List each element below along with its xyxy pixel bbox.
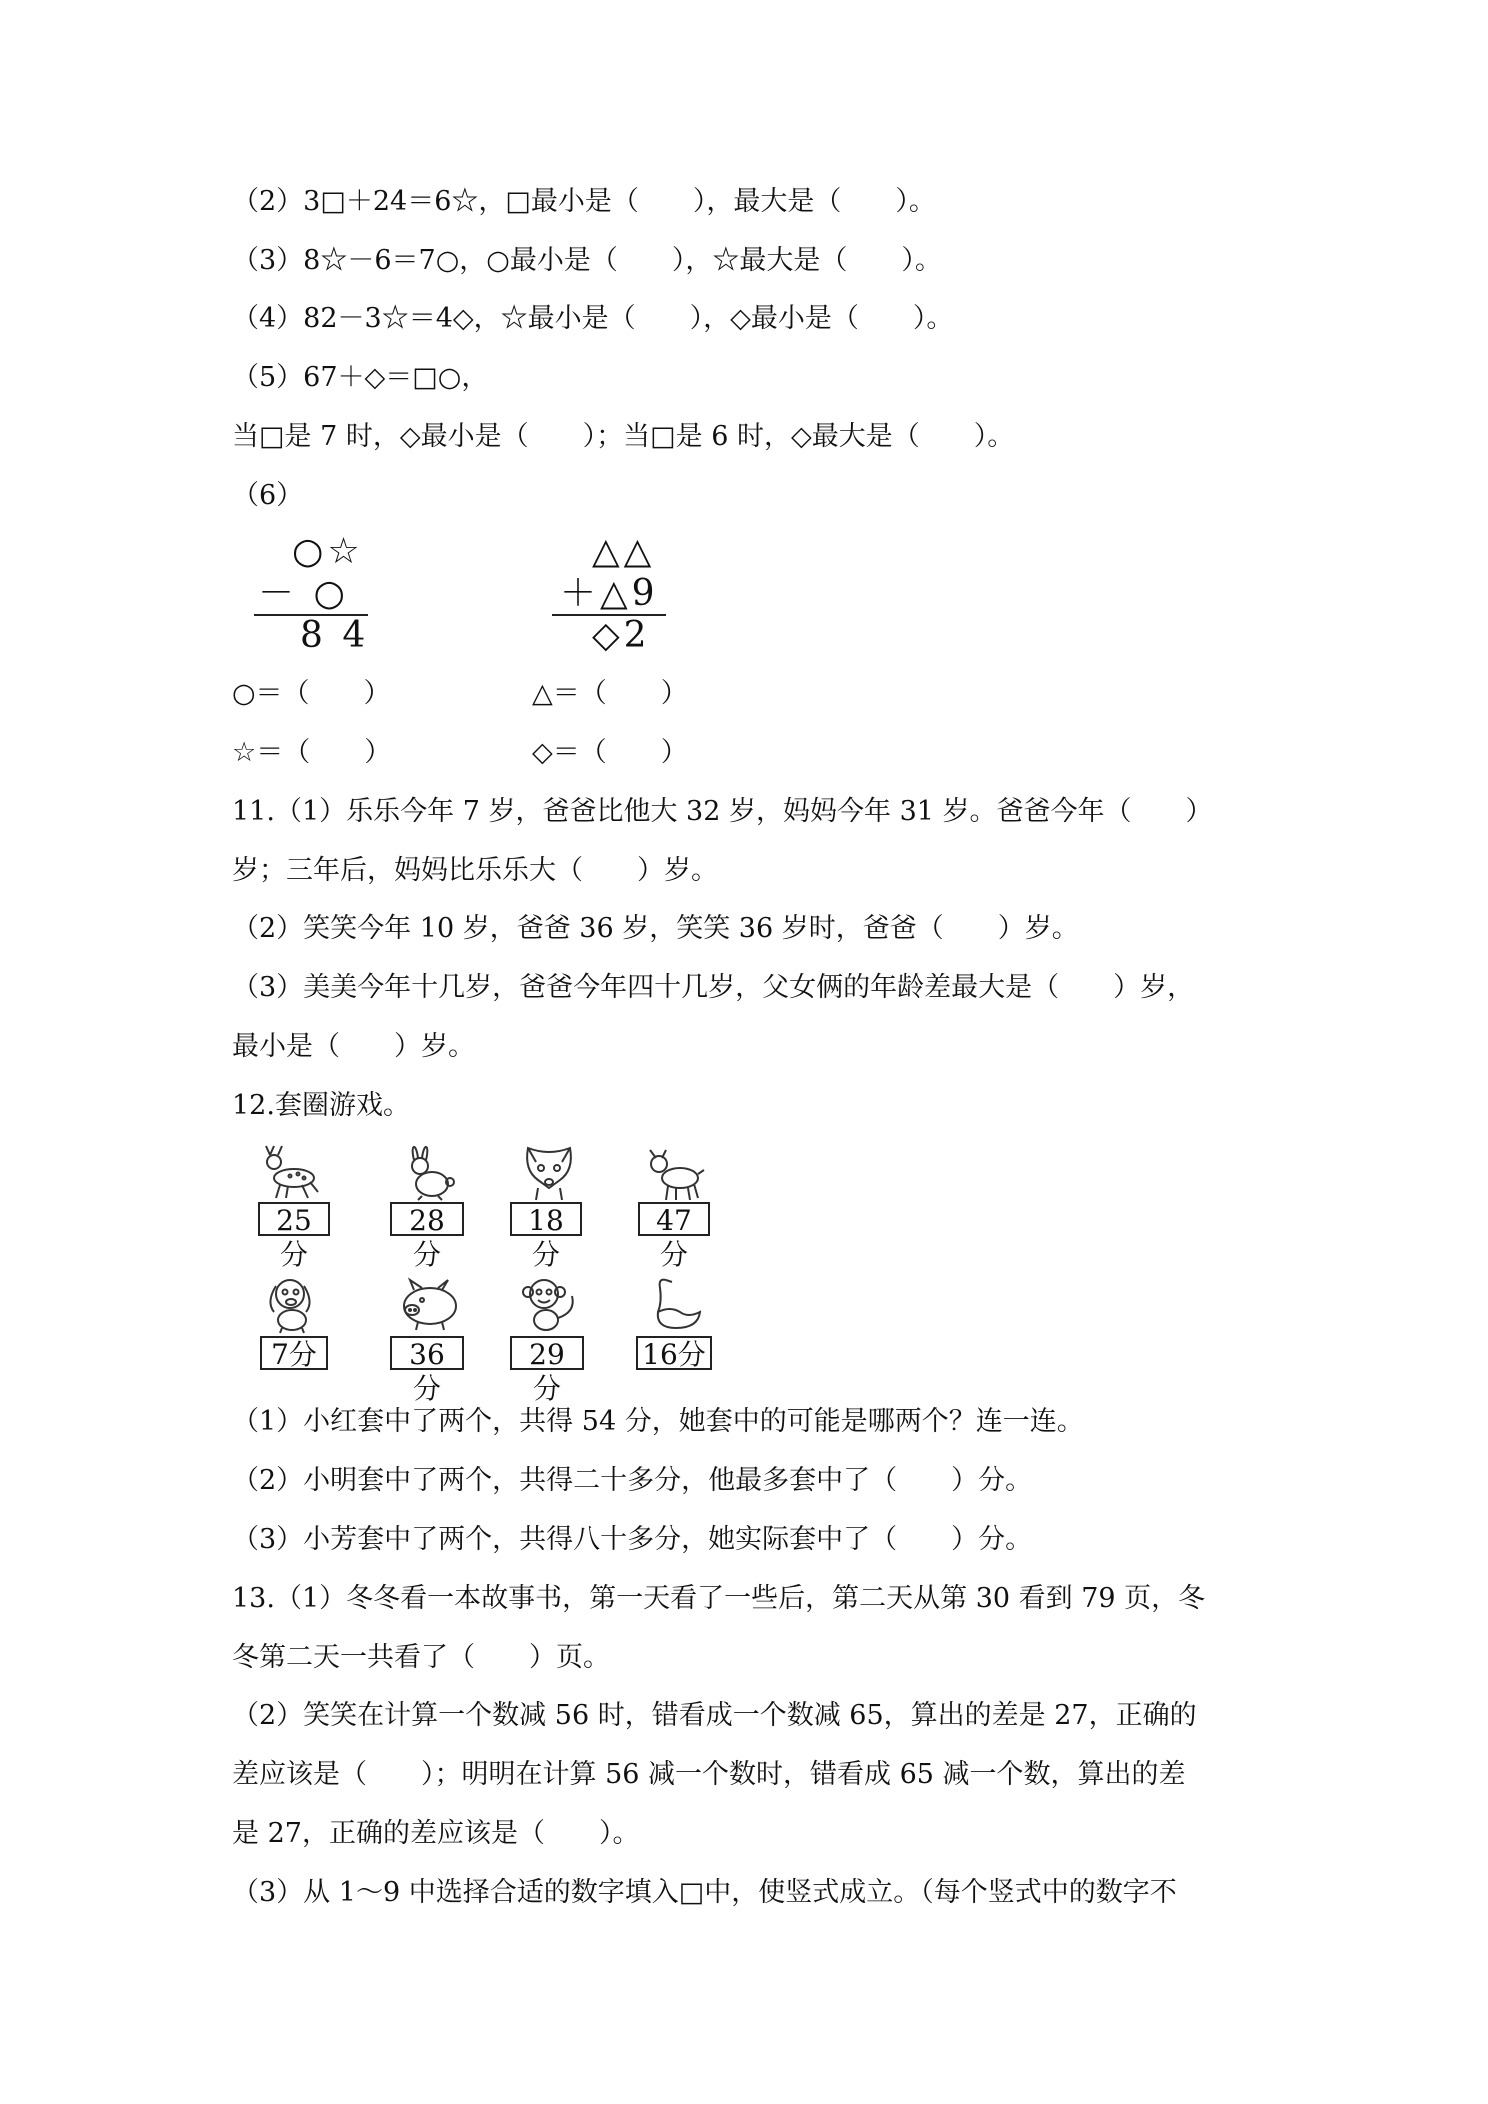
q10-part2: （2）3□＋24＝6☆，□最小是（ ），最大是（ ）。 (232, 186, 936, 217)
subtraction-second-row: － ○ (258, 573, 349, 614)
rabbit-icon (392, 1140, 462, 1202)
q10-part5-condition: 当□是 7 时，◇最小是（ ）；当□是 6 时，◇最大是（ ）。 (232, 421, 1015, 452)
q10-part3: （3）8☆－6＝7○，○最小是（ ），☆最大是（ ）。 (232, 245, 942, 276)
answer-circle: ○＝（ ） (232, 678, 391, 709)
answer-star: ☆＝（ ） (232, 737, 392, 768)
q10-part5: （5）67＋◇＝□○， (232, 362, 489, 393)
q13-line5: 是 27，正确的差应该是（ ）。 (232, 1818, 640, 1849)
goat-icon (640, 1140, 710, 1202)
addition-second-row: ＋△9 (560, 573, 659, 614)
q11-line5: 最小是（ ）岁。 (232, 1031, 475, 1062)
q11-line1: 11.（1）乐乐今年 7 岁，爸爸比他大 32 岁，妈妈今年 31 岁。爸爸今年（ ） (232, 796, 1213, 827)
answer-triangle: △＝（ ） (532, 678, 688, 709)
q12-part2: （2）小明套中了两个，共得二十多分，他最多套中了（ ）分。 (232, 1465, 1033, 1496)
monkey-icon (514, 1272, 584, 1334)
q12-part1: （1）小红套中了两个，共得 54 分，她套中的可能是哪两个？连一连。 (232, 1406, 1084, 1437)
score-47: 47分 (638, 1202, 710, 1236)
addition-top-row: △△ (592, 531, 656, 572)
q11-line4: （3）美美今年十几岁，爸爸今年四十几岁，父女俩的年龄差最大是（ ）岁， (232, 972, 1195, 1003)
deer-icon (256, 1140, 326, 1202)
fox-icon (514, 1140, 584, 1202)
q13-line3: （2）笑笑在计算一个数减 56 时，错看成一个数减 65，算出的差是 27，正确的 (232, 1700, 1197, 1731)
q12-part3: （3）小芳套中了两个，共得八十多分，她实际套中了（ ）分。 (232, 1524, 1033, 1555)
q10-part4: （4）82－3☆＝4◇，☆最小是（ ），◇最小是（ ）。 (232, 303, 954, 334)
subtraction-top-row: ○☆ (292, 531, 364, 572)
q13-line6: （3）从 1～9 中选择合适的数字填入□中，使竖式成立。（每个竖式中的数字不 (232, 1877, 1177, 1908)
q11-line3: （2）笑笑今年 10 岁，爸爸 36 岁，笑笑 36 岁时，爸爸（ ）岁。 (232, 913, 1079, 944)
q13-line4: 差应该是（ ）；明明在计算 56 减一个数时，错看成 65 减一个数，算出的差 (232, 1759, 1186, 1790)
swan-icon (640, 1272, 710, 1334)
score-25: 25分 (258, 1202, 330, 1236)
q13-line2: 冬第二天一共看了（ ）页。 (232, 1642, 610, 1673)
score-36: 36分 (390, 1336, 464, 1370)
answer-diamond: ◇＝（ ） (532, 737, 688, 768)
score-16: 16分 (636, 1336, 712, 1370)
dog-icon (258, 1272, 328, 1334)
q11-line2: 岁；三年后，妈妈比乐乐大（ ）岁。 (232, 855, 718, 886)
addition-result: ◇2 (592, 615, 651, 656)
score-7: 7分 (260, 1336, 328, 1370)
q12-title: 12.套圈游戏。 (232, 1090, 410, 1121)
pig-icon (392, 1272, 462, 1334)
score-28: 28分 (390, 1202, 464, 1236)
score-29: 29分 (510, 1336, 584, 1370)
q13-line1: 13.（1）冬冬看一本故事书，第一天看了一些后，第二天从第 30 看到 79 页，冬 (232, 1583, 1206, 1614)
subtraction-result: 8 4 (300, 615, 370, 656)
q10-part6: （6） (232, 480, 304, 511)
score-18: 18分 (510, 1202, 582, 1236)
